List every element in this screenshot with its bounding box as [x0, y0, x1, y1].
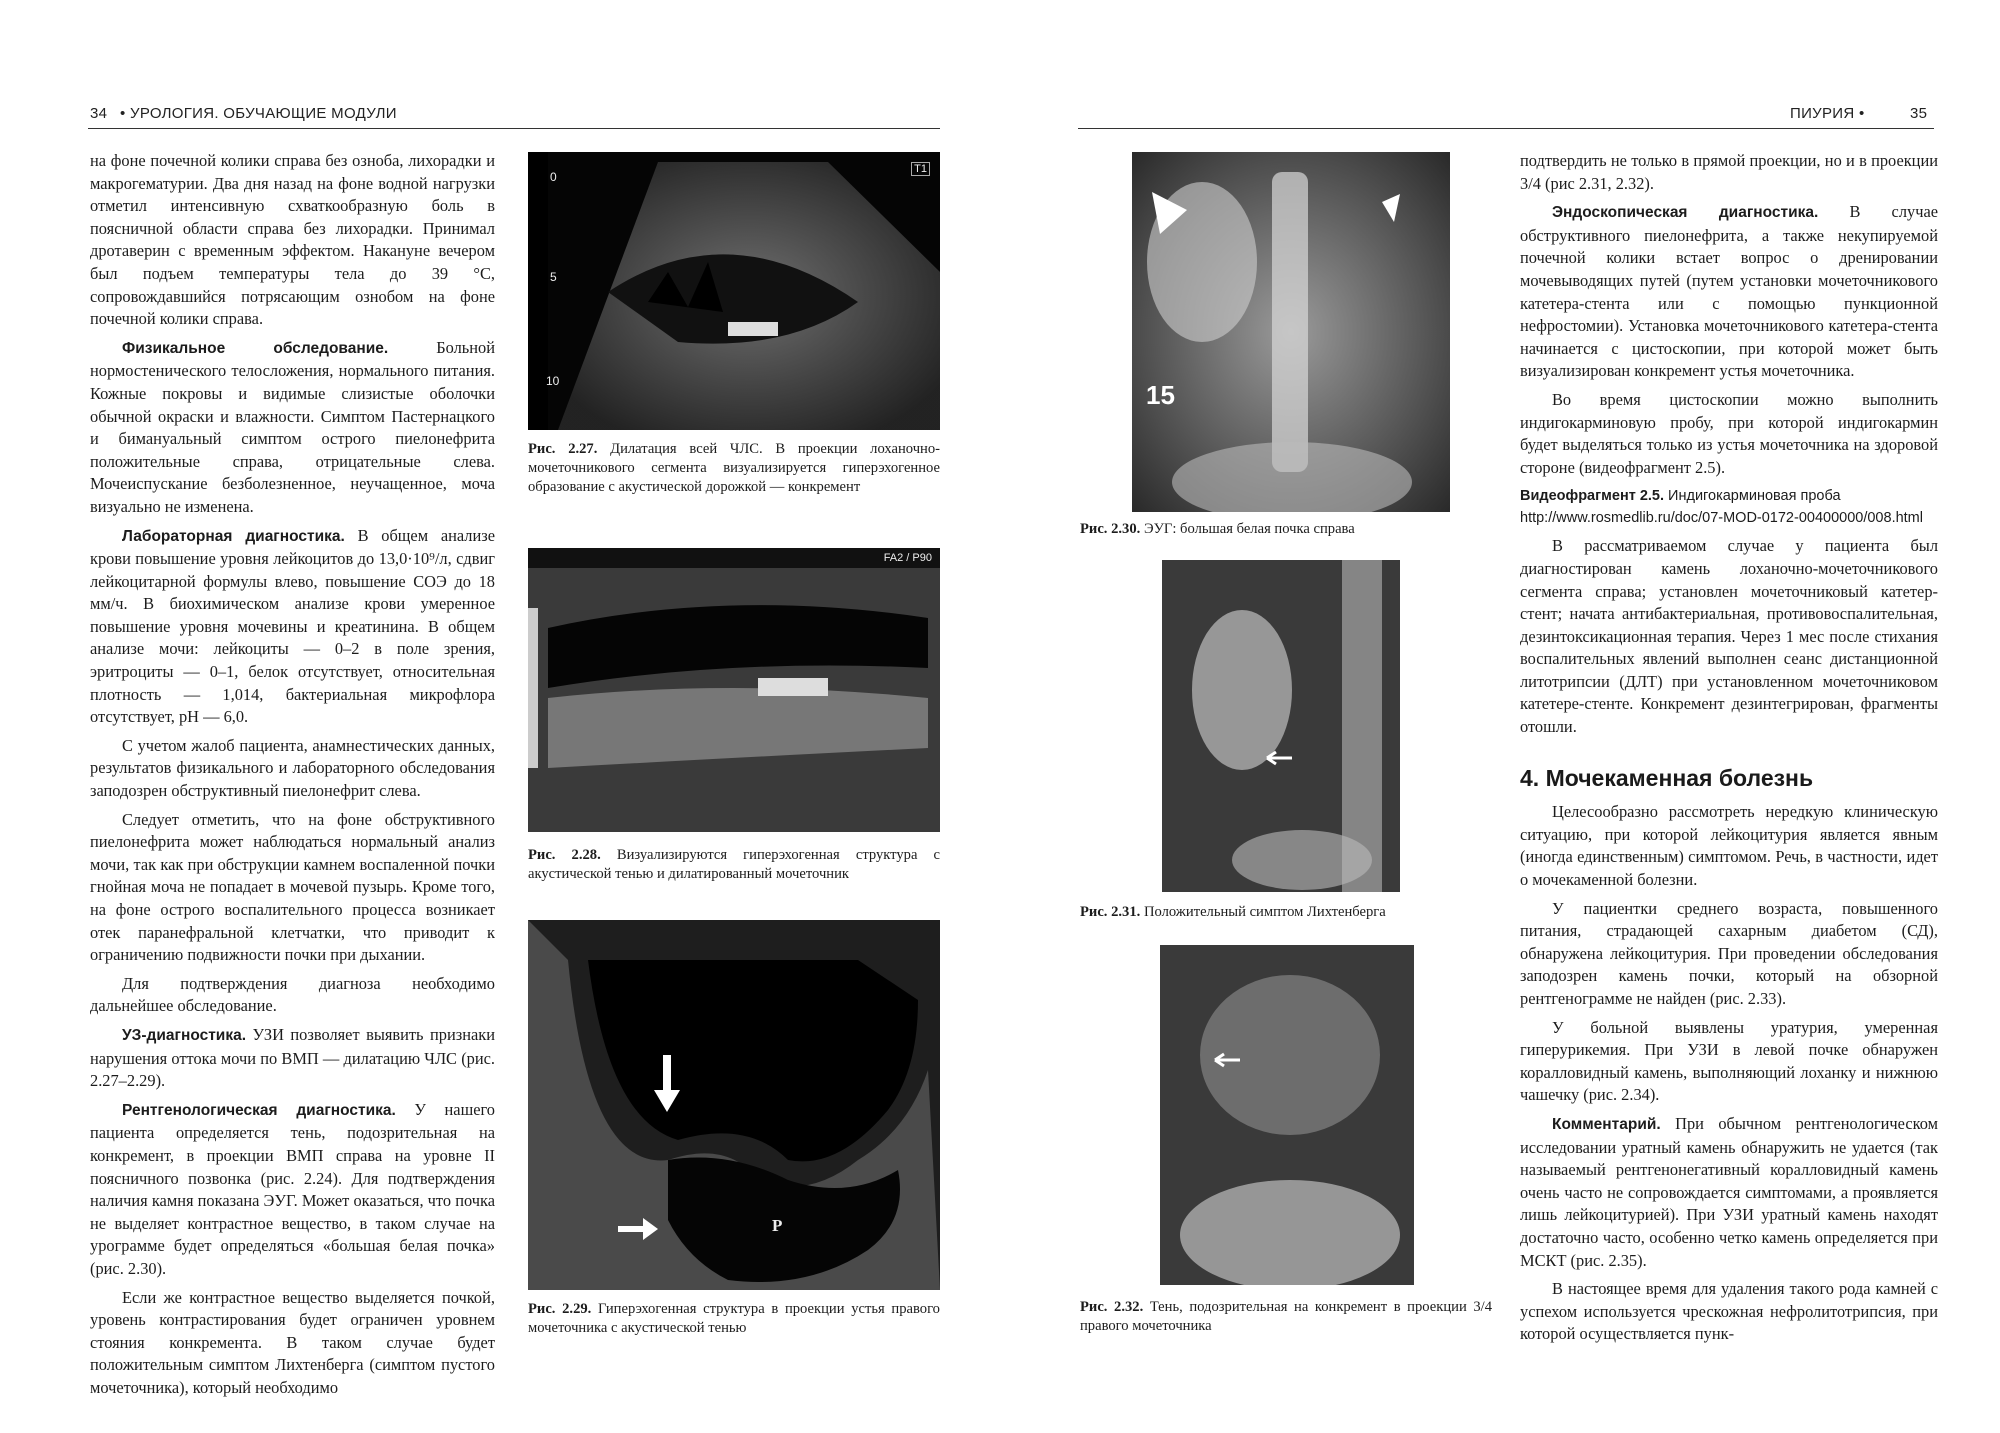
paragraph-text: Больной нормостенического телосложения, нормального питания. Кожные покровы и видимые слизистые оболочки обычной окраски и влажности. Симптом Пастернацкого и бимануальный симптом острого пиелонефрита положительные справа, отрицательные слева. Мочеиспускание безболезненное, неучащенное, моча визуально не изменена. — [90, 337, 495, 516]
paragraph-text: При обычном рентгенологическом исследовании уратный камень обнаружить не удается (так называемый рентгенонегативный коралловидный камень очень часто не сопровождается симптомами, а проявляется лишь лейкоцитурией). При УЗИ уратный камень находят достаточно часто, особенно четко камень определяется при МСКТ (рис. 2.35). — [1520, 1113, 1938, 1270]
caption-label: Рис. 2.30. — [1080, 521, 1141, 537]
right-text-column — [1520, 150, 1938, 1346]
paragraph — [1520, 201, 1938, 383]
paragraph — [90, 337, 495, 519]
caption-text: Визуализируются гиперэхогенная структура с акустической тенью и дилатированный мочеточник — [528, 847, 941, 882]
caption-2-30 — [1080, 520, 1480, 539]
caption-text: ЭУГ: большая белая почка справа — [1140, 521, 1355, 537]
paragraph-lead: Комментарий. — [1552, 1115, 1661, 1133]
caption-label: Рис. 2.32. — [1080, 1299, 1144, 1315]
caption-2-29 — [528, 1300, 940, 1338]
scale-label: 0 — [550, 170, 557, 184]
paragraph: Целесообразно рассмотреть нередкую клиническую ситуацию, при которой лейкоцитурия является явным (иногда единственным) симптомом. Речь, в частности, идет о мочекаменной болезни. — [1520, 802, 1938, 890]
scale-label: 5 — [550, 270, 557, 284]
xray-figure-2-32 — [1160, 945, 1414, 1285]
section-heading: 4. Мочекаменная болезнь — [1520, 764, 1814, 791]
caption-label: Рис. 2.29. — [528, 1301, 592, 1317]
left-text-column — [90, 150, 495, 1399]
caption-2-28 — [528, 846, 940, 884]
paragraph — [90, 525, 495, 729]
video-title: Индигокарминовая проба — [1664, 488, 1841, 505]
caption-text: Гиперэхогенная структура в проекции устья правого мочеточника с акустической тенью — [528, 1301, 940, 1336]
right-page-number: 35 — [1910, 105, 1928, 122]
video-url-link[interactable]: http://www.rosmedlib.ru/doc/07-MOD-0172-00400000/008.html — [1520, 510, 1923, 527]
paragraph-text: В случае обструктивного пиелонефрита, а также некупируемой почечной колики встает вопрос о дренировании мочевыводящих путей (путем установки мочеточникового катетера-стента или с помощью пункционной нефростомии). Установка мочеточникового катетера-стента начинается с цистоскопии, при которой может быть визуализирован конкремент устья мочеточника. — [1520, 202, 1938, 381]
paragraph: С учетом жалоб пациента, анамнестических данных, результатов физикального и лабораторного обследования заподозрен обструктивный пиелонефрит слева. — [90, 735, 495, 801]
probe-tag: T1 — [911, 162, 930, 176]
left-page-number: 34 — [90, 105, 108, 122]
scale-label: 10 — [546, 374, 560, 388]
paragraph-lead: Рентгенологическая диагностика. — [122, 1101, 396, 1119]
paragraph: подтвердить не только в прямой проекции, но и в проекции 3/4 (рис 2.31, 2.32). — [1520, 151, 1938, 193]
paragraph-text: У нашего пациента определяется тень, подозрительная на конкремент, в проекции ВМП справа на уровне II поясничного позвонка (рис. 2.24). Для подтверждения наличия камня показана ЭУГ. Может оказаться, что почка не выделяет контрастное вещество, в таком случае на урограмме будет определяться «большая белая почка» (рис. 2.30). — [90, 1099, 495, 1278]
paragraph: на фоне почечной колики справа без озноба, лихорадки и макрогематурии. Два дня назад на фоне водной нагрузки отметил интенсивную схваткообразную боль в поясничной области справа без лихорадки. Принимал дротаверин с временным эффектом. Накануне вечером был подъем температуры тела до 39 °С, сопровождавшийся потрясающим ознобом на фоне почечной колики справа. — [90, 151, 495, 329]
left-running-title: • УРОЛОГИЯ. ОБУЧАЮЩИЕ МОДУЛИ — [120, 105, 397, 122]
ultrasound-figure-2-27 — [528, 152, 940, 430]
film-marker: 15 — [1146, 380, 1175, 410]
ultrasound-figure-2-29 — [528, 920, 940, 1290]
paragraph: Если же контрастное вещество выделяется почкой, уровень контрастирования будет ограничен уровнем стояния конкремента. В таком случае будет положительным симптом Лихтенберга (симптом пустого мочеточника), который необходимо — [90, 1287, 495, 1397]
caption-2-27 — [528, 440, 940, 497]
caption-label: Рис. 2.27. — [528, 441, 598, 457]
video-label: Видеофрагмент 2.5. — [1520, 488, 1665, 505]
xray-figure-2-30 — [1132, 152, 1450, 512]
paragraph-text: В общем анализе крови повышение уровня лейкоцитов до 13,0·10⁹/л, сдвиг лейкоцитарной формулы влево, повышение СОЭ до 18 мм/ч. В биохимическом анализе крови умеренное повышение уровня мочевины и креатинина. В общем анализе мочи: лейкоциты — 0–2 в поле зрения, эритроциты — 0–1, белок отсутствует, относительная плотность — 1,014, бактериальная микрофлора отсутствует, pH — 6,0. — [90, 525, 495, 727]
xray-figure-2-31 — [1162, 560, 1400, 892]
paragraph: Для подтверждения диагноза необходимо дальнейшее обследование. — [90, 973, 495, 1016]
caption-label: Рис. 2.28. — [528, 847, 601, 863]
caption-text: Дилатация всей ЧЛС. В проекции лоханочно-мочеточникового сегмента визуализируется гиперэхогенное образование с акустической дорожкой — конкремент — [528, 441, 941, 495]
right-running-title: ПИУРИЯ • — [1790, 105, 1865, 122]
paragraph: У больной выявлены уратурия, умеренная гиперурикемия. При УЗИ в левой почке обнаружен коралловидный камень, выполняющий лоханку и нижнюю чашечку (рис. 2.34). — [1520, 1017, 1938, 1105]
paragraph: Следует отметить, что на фоне обструктивного пиелонефрита может наблюдаться нормальный анализ мочи, так как при обструкции камнем воспаленной почки гнойная моча не попадает в мочевой пузырь. Кроме того, на фоне острого воспалительного процесса возникает отек паранефральной клетчатки, что приводит к ограничению подвижности почки при дыхании. — [90, 809, 495, 965]
paragraph-lead: Лабораторная диагностика. — [122, 527, 345, 545]
left-header-rule — [88, 128, 940, 129]
caption-2-32 — [1080, 1298, 1492, 1336]
paragraph-lead: УЗ-диагностика. — [122, 1026, 247, 1044]
paragraph-text: УЗИ позволяет выявить признаки нарушения оттока мочи по ВМП — дилатацию ЧЛС (рис. 2.27–2.29). — [90, 1024, 495, 1091]
paragraph: Во время цистоскопии можно выполнить индигокарминовую пробу, при которой индигокармин будет выделяться только из устья мочеточника на здоровой стороне (видеофрагмент 2.5). — [1520, 389, 1938, 477]
caption-text: Положительный симптом Лихтенберга — [1140, 904, 1386, 920]
ultrasound-figure-2-28 — [528, 548, 940, 832]
caption-label: Рис. 2.31. — [1080, 904, 1141, 920]
paragraph — [90, 1099, 495, 1281]
annotation-letter: P — [772, 1216, 783, 1235]
video-reference — [1520, 485, 1938, 529]
probe-tag: FA2 / P90 — [883, 552, 932, 564]
paragraph: В настоящее время для удаления такого рода камней с успехом используется чрескожная нефролитотрипсия, при которой осуществляется пунк- — [1520, 1279, 1938, 1344]
paragraph-lead: Эндоскопическая диагностика. — [1552, 204, 1819, 222]
paragraph: В рассматриваемом случае у пациента был диагностирован камень лоханочно-мочеточникового сегмента справа; установлен мочеточниковый катетер-стент; начата антибактериальная, противовоспалительная, дезинтоксикационная терапия. Через 1 мес после стихания воспалительных явлений выполнен сеанс дистанционной литотрипсии (ДЛТ) при установленном мочеточниковом катетере-стенте. Конкремент дезинтегрирован, фрагменты отошли. — [1520, 536, 1938, 737]
paragraph-lead: Физикальное обследование. — [122, 339, 389, 357]
paragraph: У пациентки среднего возраста, повышенного питания, страдающей сахарным диабетом (СД), обнаружена лейкоцитурия. При проведении обследования заподозрен камень почки, который на обзорной рентгенограмме не найден (рис. 2.33). — [1520, 898, 1938, 1008]
paragraph — [1520, 1113, 1938, 1272]
right-header-rule — [1078, 128, 1934, 129]
caption-text: Тень, подозрительная на конкремент в проекции 3/4 правого мочеточника — [1080, 1299, 1492, 1334]
paragraph — [90, 1024, 495, 1093]
caption-2-31 — [1080, 903, 1480, 922]
